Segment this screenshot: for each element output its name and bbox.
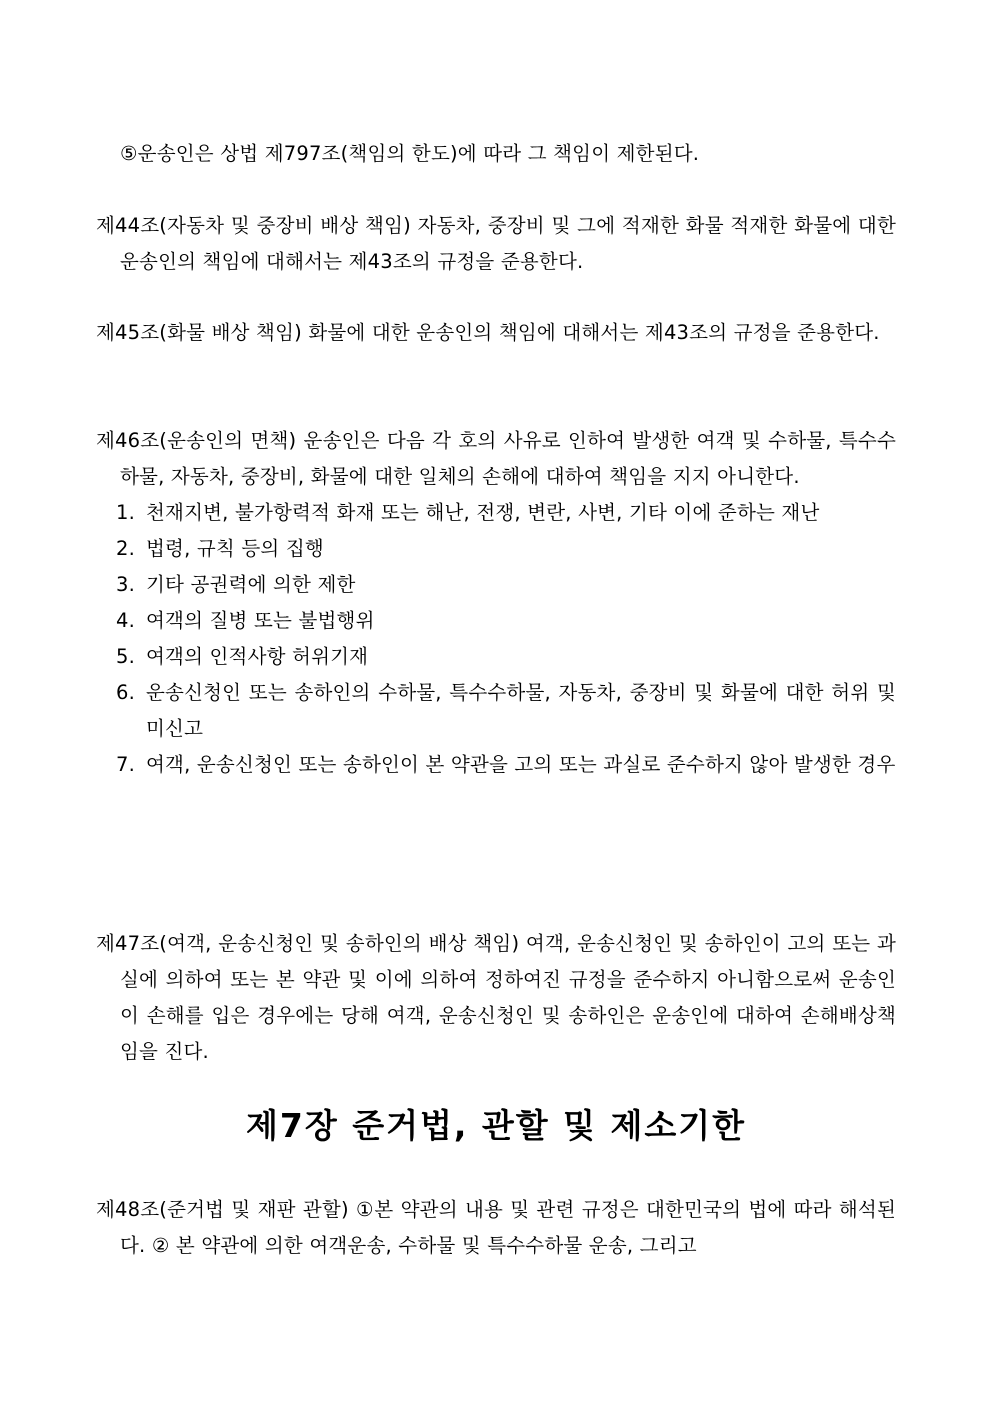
exemption-list: [96, 495, 896, 783]
article-text: 제47조(여객, 운송신청인 및 송하인의 배상 책임) 여객, 운송신청인 및 송하인이 고의 또는 과실에 의하여 또는 본 약관 및 이에 의하여 정하여진 규정을 준수하지 아니함으로써 운송인이 손해를 입은 경우에는 당해 여객, 운송신청인 및 송하인은 운송인에 대하여 손해배상책임을 진다.: [96, 932, 896, 1063]
list-number: 4.: [116, 609, 136, 632]
list-number: 2.: [116, 537, 136, 560]
list-number: 6.: [116, 681, 136, 704]
article-48: [96, 1192, 896, 1264]
list-item: [96, 747, 896, 783]
list-text: 여객의 질병 또는 불법행위: [146, 609, 375, 632]
list-text: 천재지변, 불가항력적 화재 또는 해난, 전쟁, 변란, 사변, 기타 이에 준하는 재난: [146, 501, 820, 524]
article-43-clause-5: [96, 136, 896, 172]
list-number: 7.: [116, 753, 136, 776]
chapter-heading: 제7장 준거법, 관할 및 제소기한: [246, 1106, 746, 1145]
list-item: [96, 675, 896, 747]
list-text: 여객의 인적사항 허위기재: [146, 645, 369, 668]
list-item: [96, 495, 896, 531]
article-44: [96, 208, 896, 280]
list-text: 여객, 운송신청인 또는 송하인이 본 약관을 고의 또는 과실로 준수하지 않아 발생한 경우: [146, 753, 896, 776]
list-number: 3.: [116, 573, 136, 596]
list-text: 법령, 규칙 등의 집행: [146, 537, 324, 560]
list-item: [96, 531, 896, 567]
article-text: 제45조(화물 배상 책임) 화물에 대한 운송인의 책임에 대해서는 제43조의 규정을 준용한다.: [96, 321, 880, 344]
list-item: [96, 603, 896, 639]
list-item: [96, 567, 896, 603]
list-item: [96, 639, 896, 675]
article-intro: 제46조(운송인의 면책) 운송인은 다음 각 호의 사유로 인하여 발생한 여객 및 수하물, 특수수하물, 자동차, 중장비, 화물에 대한 일체의 손해에 대하여 책임을 지지 아니한다.: [96, 429, 896, 488]
list-text: 기타 공권력에 의한 제한: [146, 573, 356, 596]
article-47: [96, 926, 896, 1070]
article-text: 제48조(준거법 및 재판 관할) ①본 약관의 내용 및 관련 규정은 대한민국의 법에 따라 해석된다. ② 본 약관에 의한 여객운송, 수하물 및 특수수하물 운송, 그리고: [96, 1198, 896, 1257]
list-number: 1.: [116, 501, 136, 524]
clause-text: ⑤운송인은 상법 제797조(책임의 한도)에 따라 그 책임이 제한된다.: [120, 142, 700, 165]
article-text: 제44조(자동차 및 중장비 배상 책임) 자동차, 중장비 및 그에 적재한 화물 적재한 화물에 대한 운송인의 책임에 대해서는 제43조의 규정을 준용한다.: [96, 214, 896, 273]
list-text: 운송신청인 또는 송하인의 수하물, 특수수하물, 자동차, 중장비 및 화물에 대한 허위 및 미신고: [146, 681, 896, 740]
article-45: [96, 315, 896, 351]
list-number: 5.: [116, 645, 136, 668]
article-46: [96, 423, 896, 783]
